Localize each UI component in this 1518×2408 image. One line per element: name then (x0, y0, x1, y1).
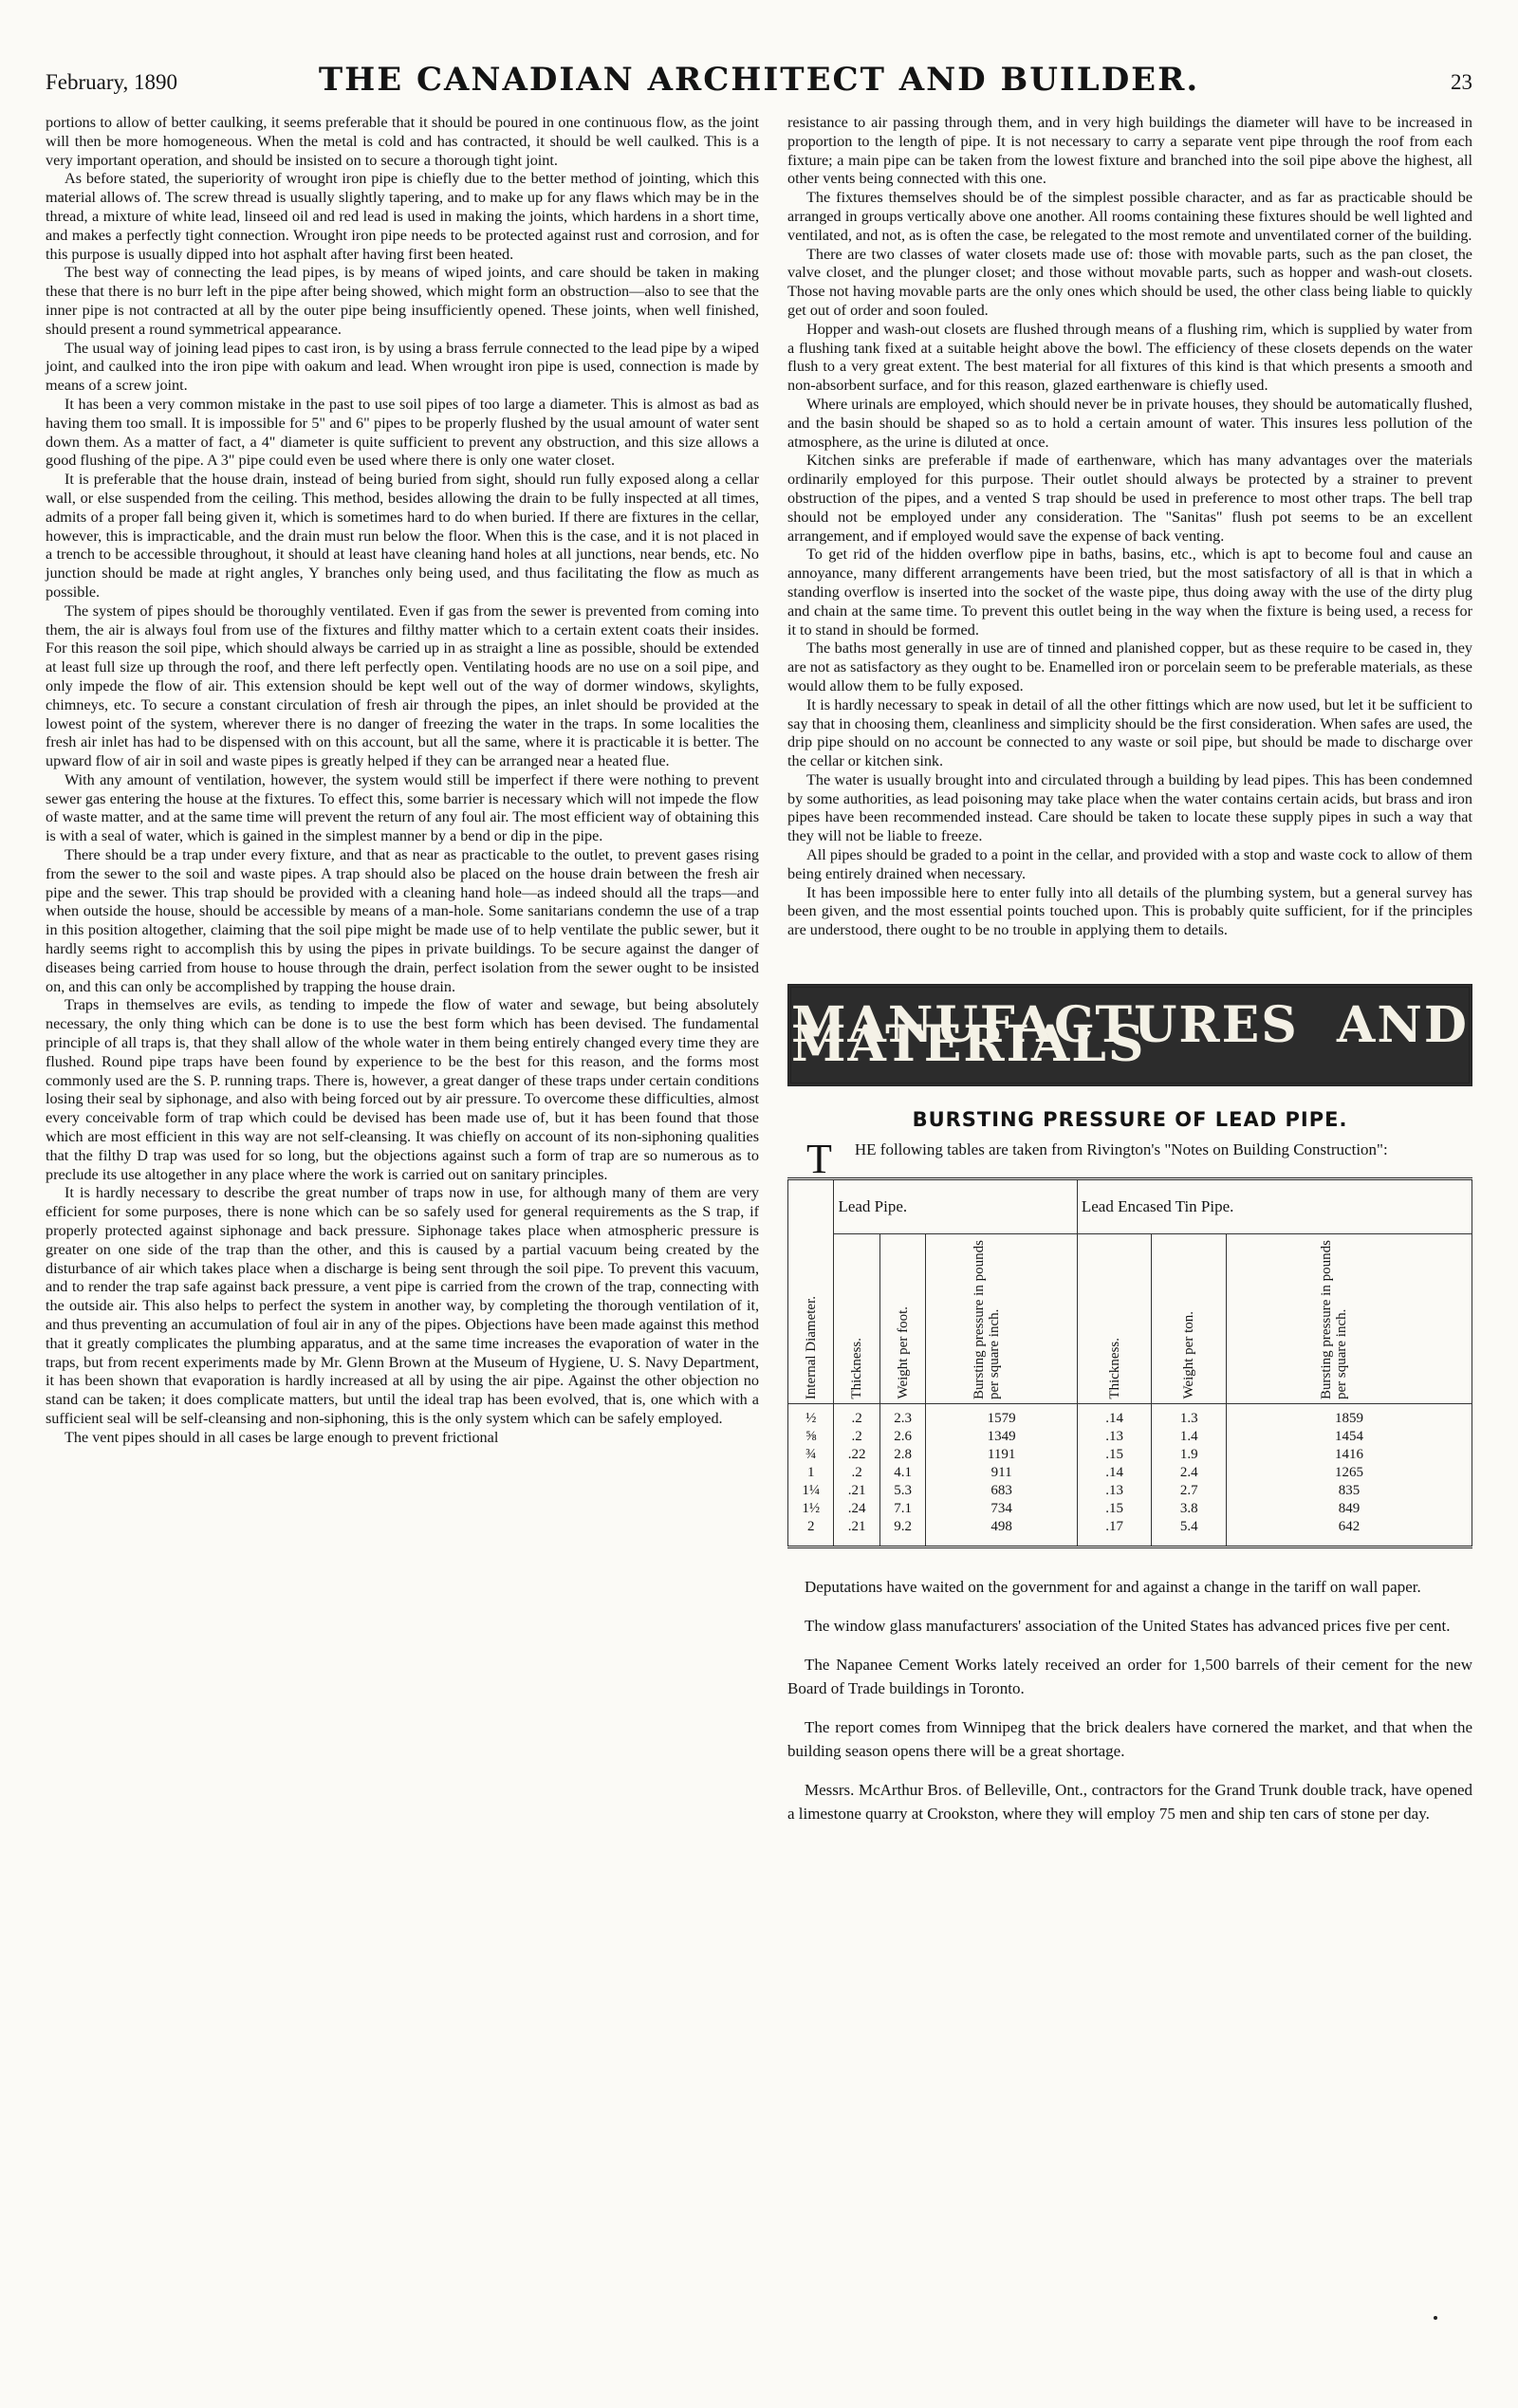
paragraph: portions to allow of better caulking, it seems preferable that it should be poured in one continuous flow, as the joint will then be more homogeneous. When the metal is cold and has contracted, it should be well caulked. This is a very important operation, and should be insisted on to secure a thorough tight joint. (46, 114, 759, 169)
table-row (788, 1446, 1472, 1464)
paragraph: resistance to air passing through them, and in very high buildings the diameter will have to be increased in proportion to the length of pipe. It is not necessary to carry a separate vent pipe through the roof from each fixture; a main pipe can be taken from the lowest fixture and branched into the soil pipe above the highest, all other vents being connected with this one. (787, 114, 1472, 188)
table-cell: 2.7 (1152, 1482, 1227, 1500)
news-item: Deputations have waited on the government for and against a change in the tariff on wall paper. (805, 1577, 1421, 1596)
table-cell: .21 (834, 1518, 879, 1547)
section-banner (787, 984, 1472, 1086)
table-cell: 734 (926, 1500, 1078, 1518)
table-cell: .2 (834, 1403, 879, 1428)
table-cell: ½ (788, 1403, 834, 1428)
table-cell: .17 (1077, 1518, 1152, 1547)
table-row (788, 1500, 1472, 1518)
table-cell: 1859 (1227, 1403, 1472, 1428)
table-row (788, 1482, 1472, 1500)
table-cell: 2 (788, 1518, 834, 1547)
paragraph: As before stated, the superiority of wrought iron pipe is chiefly due to the better method of jointing, which this material allows of. The screw thread is usually slightly tapering, and to make up for any flaws which may be in the thread, a mixture of white lead, linseed oil and red lead is used in making the joints, which hardens in a short time, and makes a perfectly tight connection. Wrought iron pipe needs to be protected against rust and corrosion, and for this purpose is usually dipped into hot asphalt after having first been heated. (46, 170, 759, 263)
table-cell: 1 (788, 1464, 834, 1482)
table-cell: 5.4 (1152, 1518, 1227, 1547)
table-cell: 1349 (926, 1428, 1078, 1446)
table-cell: .13 (1077, 1428, 1152, 1446)
table-cell: 835 (1227, 1482, 1472, 1500)
paragraph: It is hardly necessary to speak in detail of all the other fittings which are now used, but let it be sufficient to say that in choosing them, cleanliness and simplicity should be the first consideration. When safes are used, the drip pipe should on no account be connected to any waste or soil pipe, but should be made to discharge over the cellar or kitchen sink. (787, 695, 1472, 770)
table-cell: 1265 (1227, 1464, 1472, 1482)
news-item: Messrs. McArthur Bros. of Belleville, Ont., contractors for the Grand Trunk double track, have opened a limestone quarry at Crookston, where they will employ 75 men and ship ten cars of stone per day. (787, 1780, 1472, 1823)
table-cell: 1416 (1227, 1446, 1472, 1464)
page-number: 23 (1451, 70, 1472, 94)
paragraph: Kitchen sinks are preferable if made of earthenware, which has many advantages over the materials ordinarily employed for this purpose. Their outlet should always be protected by a strainer to prevent obstruction of the pipes, and a vented S trap should be used in preference to most other traps. The bell trap should not be employed under any consideration. The "Sanitas" flush pot seems to be an excellent arrangement, and if employed would save the expense of back venting. (787, 452, 1472, 545)
table-cell: 7.1 (879, 1500, 925, 1518)
paragraph: The baths most generally in use are of tinned and planished copper, but as these require to be cased in, they are not as satisfactory as they ought to be. Enamelled iron or porcelain seem to be preferable materials, as these would allow them to be fully exposed. (787, 639, 1472, 695)
table-cell: 2.6 (879, 1428, 925, 1446)
group-header-lead-pipe: Lead Pipe. (834, 1178, 1077, 1233)
table-cell: .24 (834, 1500, 879, 1518)
journal-title: THE CANADIAN ARCHITECT AND BUILDER. (318, 61, 1200, 99)
table-row (788, 1464, 1472, 1482)
table-cell: .2 (834, 1428, 879, 1446)
table-cell: 5.3 (879, 1482, 925, 1500)
news-item: The report comes from Winnipeg that the brick dealers have cornered the market, and that when the building season opens there will be a great shortage. (787, 1717, 1472, 1760)
table-cell: 1.4 (1152, 1428, 1227, 1446)
column-header: Internal Diameter. (788, 1178, 834, 1403)
news-item: The Napanee Cement Works lately received an order for 1,500 barrels of their cement for the new Board of Trade buildings in Toronto. (787, 1655, 1472, 1697)
table-cell: 2.3 (879, 1403, 925, 1428)
paragraph: All pipes should be graded to a point in the cellar, and provided with a stop and waste cock to allow of them being entirely drained when necessary. (787, 846, 1472, 882)
paragraph: The best way of connecting the lead pipes, is by means of wiped joints, and care should be taken in making these that there is no burr left in the pipe after being showed, which might form an obstruction—also to see that the inner pipe is not contracted at all by the outer pipe being insufficiently opened. These joints, when well finished, should present a round symmetrical appearance. (46, 264, 759, 338)
table-cell: 2.8 (879, 1446, 925, 1464)
table-cell: 849 (1227, 1500, 1472, 1518)
paragraph: It is hardly necessary to describe the great number of traps now in use, for although many of them are very efficient for some purposes, there is none which can be so safely used for general requirements as the S trap, if properly protected against siphonage and back pressure. Siphonage takes place when atmospheric pressure is greater on one side of the trap than the other, and this is caused by a partial vacuum being created by the disturbance of air which takes place when a discharge is being sent through the soil pipe. To prevent this vacuum, and to render the trap safe against back pressure, a vent pipe is carried from the crown of the trap, connecting with the outside air. This also helps to perfect the system in another way, by completing the thorough ventilation of it, and thus preventing an accumulation of foul air in any of the pipes. Objections have been made against this method that it greatly complicates the plumbing apparatus, and at the same time increases the evaporation of water in the traps, but from recent experiments made by Mr. Glenn Brown at the Museum of Hygiene, U. S. Navy Department, it has been shown that evaporation is hardly increased at all by using the air pipe. Against the other objection no stand can be taken; it does complicate matters, but until the ideal trap has been evolved, that is, one which with a sufficient seal will be self-cleansing and non-siphoning, this is the only system which can be safely employed. (46, 1184, 759, 1427)
table-cell: 1.3 (1152, 1403, 1227, 1428)
paragraph: It has been a very common mistake in the past to use soil pipes of too large a diameter. This is almost as bad as having them too small. It is impossible for 5" and 6" pipes to be properly flushed by the usual amount of water sent down them. As a matter of fact, a 4" diameter is quite sufficient to prevent any obstruction, and this size allows a good flushing of the pipe. A 3" pipe could even be used where there is only one water closet. (46, 395, 759, 470)
table-cell: 4.1 (879, 1464, 925, 1482)
left-column (46, 114, 759, 1448)
table-cell: .22 (834, 1446, 879, 1464)
column-header: Bursting pressure in pounds per square inch. (926, 1233, 1078, 1403)
article-intro (787, 1135, 1472, 1182)
table-cell: .14 (1077, 1403, 1152, 1428)
table-cell: .21 (834, 1482, 879, 1500)
drop-cap: T (806, 1135, 832, 1182)
bursting-pressure-table (787, 1177, 1472, 1548)
table-cell: .13 (1077, 1482, 1152, 1500)
paragraph: The vent pipes should in all cases be large enough to prevent frictional (65, 1428, 499, 1446)
table-cell: 1191 (926, 1446, 1078, 1464)
table-cell: ⅝ (788, 1428, 834, 1446)
paragraph: There should be a trap under every fixture, and that as near as practicable to the outlet, to prevent gases rising from the sewer to the soil and waste pipes. A trap should also be placed on the house drain between the fresh air pipe and the sewer. This trap should be provided with a cleaning hand hole—as indeed should all the traps—and when outside the house, should be accessible by means of a man-hole. Some sanitarians condemn the use of a trap in this position altogether, claiming that the soil pipe might be made use of to help ventilate the public sewer, but it hardly seems right to accomplish this by using the pipes in private buildings. To be secure against the danger of diseases being carried from house to house through the drain, perfect isolation from the sewer ought to be insisted on, and this can only be accomplished by trapping the house drain. (46, 846, 759, 995)
table-cell: 2.4 (1152, 1464, 1227, 1482)
paragraph: With any amount of ventilation, however, the system would still be imperfect if there were nothing to prevent sewer gas entering the house at the fixtures. To effect this, some barrier is necessary which will not impede the flow of waste matter, and at the same time will prevent the return of any foul air. The most efficient way of obtaining this is with a seal of water, which is gained in the simplest manner by a bend or dip in the pipe. (46, 770, 759, 845)
table-cell: 9.2 (879, 1518, 925, 1547)
paragraph: It has been impossible here to enter fully into all details of the plumbing system, but a general survey has been given, and the most essential points touched upon. This is probably quite sufficient, for if the principles are understood, there ought to be no trouble in applying them to details. (787, 883, 1472, 939)
trade-notes (787, 1575, 1472, 1825)
right-column (787, 114, 1472, 1841)
paragraph: It is preferable that the house drain, instead of being buried from sight, should run fully exposed along a cellar wall, or else suspended from the ceiling. This method, besides allowing the drain to be fully inspected at all times, admits of a proper fall being given it, which is sometimes hard to do when buried. If there are fixtures in the cellar, however, this is impracticable, and the drain must run below the floor. When this is the case, and it is not placed in a trench to be accessible throughout, it should at least have cleaning hand holes at all junctions, near bends, etc. No junction should be made at right angles, Y branches only being used, and thus facilitating the flow as much as possible. (46, 471, 759, 601)
table-cell: 911 (926, 1464, 1078, 1482)
table-cell: .14 (1077, 1464, 1152, 1482)
column-header: Bursting pressure in pounds per square inch. (1227, 1233, 1472, 1403)
paragraph: The system of pipes should be thoroughly ventilated. Even if gas from the sewer is prevented from coming into them, the air is always foul from use of the fixtures and filthy matter which to a certain extent coats their insides. For this reason the soil pipe, which should always be carried up in as straight a line as possible, should be extended at least full size up through the roof, and there left perfectly open. Ventilating hoods are no use on a soil pipe, and only impede the flow of air. This extension should be kept well out of the way of dormer windows, skylights, chimneys, etc. To secure a constant circulation of fresh air through the pipes, an inlet should be provided at the lowest point of the system, wherever there is no danger of freezing the water in the traps. In some localities the fresh air inlet has had to be dispensed with on this account, but all the same, where it is practicable it is better. The upward flow of air in soil and waste pipes is greatly helped if they can be arranged near a heated flue. (46, 602, 759, 770)
table-cell: 498 (926, 1518, 1078, 1547)
table-cell: 1½ (788, 1500, 834, 1518)
table-cell: .2 (834, 1464, 879, 1482)
table-cell: 1579 (926, 1403, 1078, 1428)
issue-date: February, 1890 (46, 70, 178, 94)
article-title: BURSTING PRESSURE OF LEAD PIPE. (912, 1108, 1348, 1132)
paragraph: The usual way of joining lead pipes to cast iron, is by using a brass ferrule connected to the lead pipe by a wiped joint, and caulked into the iron pipe with oakum and lead. When wrought iron pipe is used, connection is made by means of a screw joint. (46, 339, 759, 395)
table-cell: 683 (926, 1482, 1078, 1500)
table-cell: .15 (1077, 1446, 1152, 1464)
table-row (788, 1428, 1472, 1446)
column-header: Thickness. (834, 1233, 879, 1403)
column-header: Weight per ton. (1152, 1233, 1227, 1403)
paragraph: There are two classes of water closets made use of: those with movable parts, such as the pan closet, the valve closet, and the plunger closet; and those without movable parts, such as hopper and wash-out closets. Those not having movable parts are the only ones which should be used, the other class being liable to quickly get out of order and soon fouled. (787, 245, 1472, 319)
table-cell: 642 (1227, 1518, 1472, 1547)
article-intro-text: HE following tables are taken from Rivington's "Notes on Building Construction": (854, 1139, 1388, 1158)
column-header: Thickness. (1077, 1233, 1152, 1403)
table-cell: 1454 (1227, 1428, 1472, 1446)
column-header: Weight per foot. (879, 1233, 925, 1403)
news-item: The window glass manufacturers' association of the United States has advanced prices five per cent. (805, 1616, 1451, 1635)
print-mark (1434, 2316, 1437, 2320)
page-header (46, 49, 1472, 106)
paragraph: To get rid of the hidden overflow pipe in baths, basins, etc., which is apt to become foul and cause an annoyance, many different arrangements have been tried, but the most satisfactory of all is that in which a standing overflow is inserted into the socket of the waste pipe, thus doing away with the use of the dirty plug and chain at the same time. To prevent this outlet being in the way when the fixture is being used, a recess for it to stand in should be formed. (787, 546, 1472, 639)
table-cell: 3.8 (1152, 1500, 1227, 1518)
section-banner-text: MANUFACTURES AND MATERIALS (791, 996, 1469, 1074)
paragraph: The fixtures themselves should be of the simplest possible character, and as far as practicable should be arranged in groups vertically above one another. All rooms containing these fixtures should be well lighted and ventilated, and not, as is often the case, be relegated to the most remote and unventilated corner of the building. (787, 189, 1472, 244)
paragraph: Where urinals are employed, which should never be in private houses, they should be automatically flushed, and the basin should be shaped so as to hold a certain amount of water. This insures less pollution of the atmosphere, as the urine is diluted at once. (787, 395, 1472, 451)
group-header-lead-encased-tin-pipe: Lead Encased Tin Pipe. (1077, 1178, 1472, 1233)
table-cell: ¾ (788, 1446, 834, 1464)
paragraph: Traps in themselves are evils, as tending to impede the flow of water and sewage, but being absolutely necessary, the only thing which can be done is to use the best form which has been devised. The fundamental principle of all traps is, that they shall allow of the whole water in them being entirely changed every time they are flushed. Round pipe traps have been found by experience to be the best for this reason, and the forms most commonly used are the S. P. running traps. There is, however, a great danger of these traps under certain conditions losing their seal by siphonage, and also with being forced out by air pressure. To overcome these difficulties, almost every conceivable form of trap which could be devised has been made use of, but it has been found that those which are most efficient in this way are not self-cleansing. It was chiefly on account of its non-siphoning qualities that the filthy D trap was used for so long, but the objections against such a form of trap are so numerous as to preclude its use altogether in any place where the work is carried out on sanitary principles. (46, 996, 759, 1183)
table-row (788, 1518, 1472, 1547)
table-cell: 1.9 (1152, 1446, 1227, 1464)
paragraph: Hopper and wash-out closets are flushed through means of a flushing rim, which is supplied by water from a flushing tank fixed at a suitable height above the bowl. The efficiency of these closets depends on the water flush to a very great extent. The best material for all fixtures of this kind is that which presents a smooth and non-absorbent surface, and for this reason, glazed earthenware is chiefly used. (787, 320, 1472, 395)
table-cell: .15 (1077, 1500, 1152, 1518)
table-row (788, 1403, 1472, 1428)
paragraph: The water is usually brought into and circulated through a building by lead pipes. This has been condemned by some authorities, as lead poisoning may take place when the water contains certain acids, but brass and iron pipes have been recommended instead. Care should be taken to locate these supply pipes in such a way that they will not be liable to freeze. (787, 770, 1472, 845)
table-cell: 1¼ (788, 1482, 834, 1500)
